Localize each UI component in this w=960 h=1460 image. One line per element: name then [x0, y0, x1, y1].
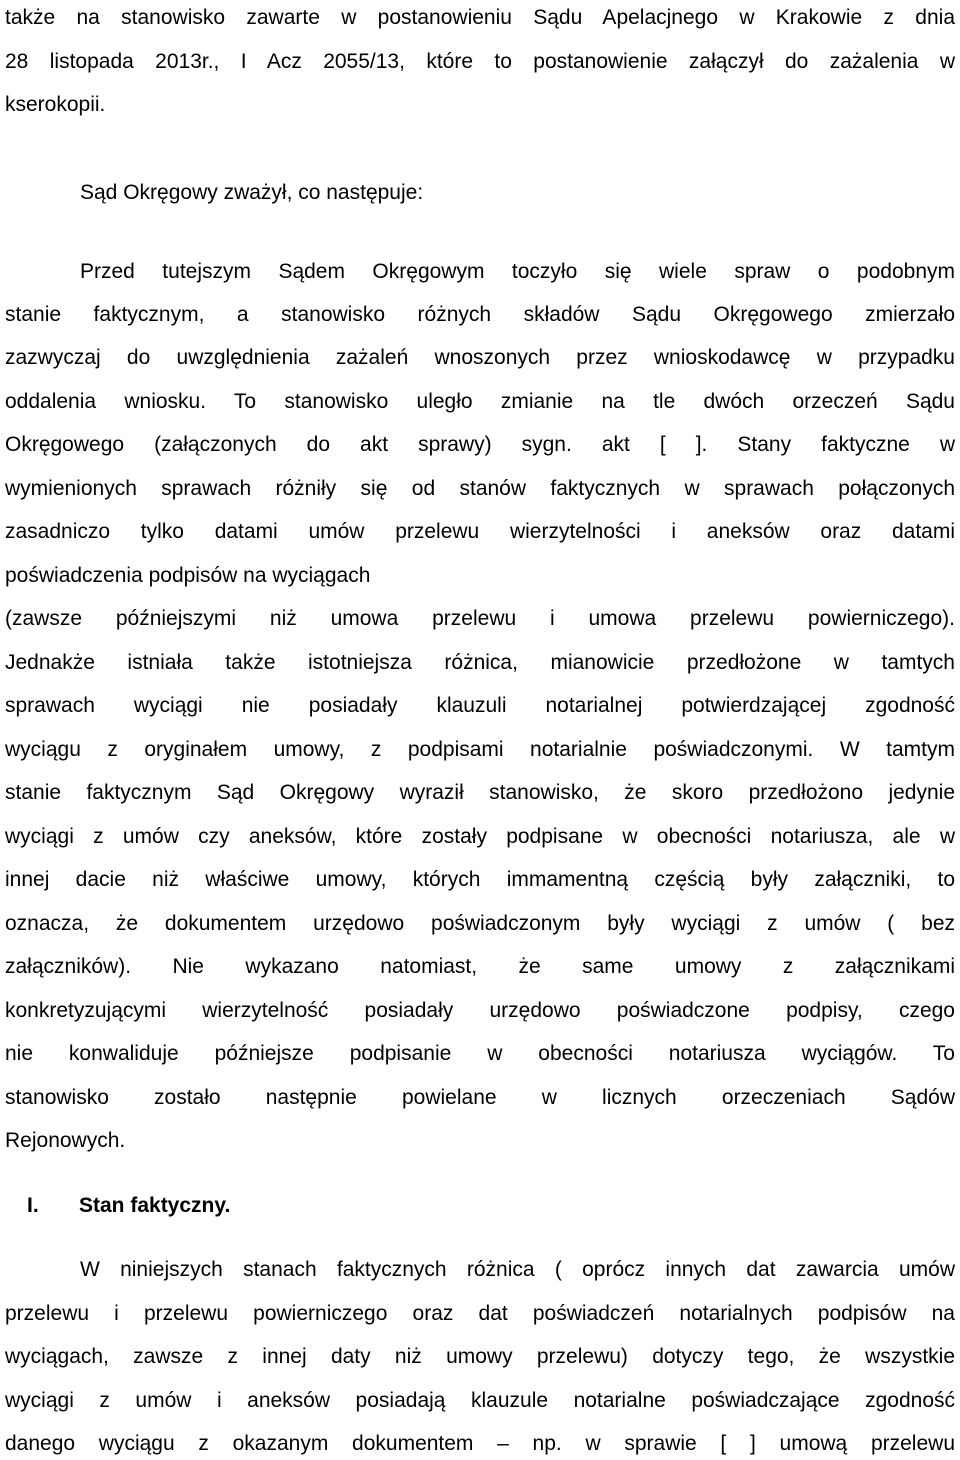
body-line: poświadczenia podpisów na wyciągach: [5, 564, 371, 587]
body-line: kserokopii.: [5, 93, 106, 116]
body-line: Okręgowego (załączonych do akt sprawy) sygn. akt [ ]. Stany faktyczne w: [5, 433, 955, 456]
body-line: Jednakże istniała także istotniejsza różnica, mianowicie przedłożone w tamtych: [5, 651, 955, 674]
body-line: zazwyczaj do uwzględnienia zażaleń wnoszonych przez wnioskodawcę w przypadku: [5, 346, 955, 369]
body-line: sprawach wyciągi nie posiadały klauzuli notarialnej potwierdzającej zgodność: [5, 694, 955, 717]
body-line: wyciągi z umów czy aneksów, które zostały podpisane w obecności notariusza, ale w: [5, 825, 955, 848]
body-line: (zawsze późniejszymi niż umowa przelewu i umowa przelewu powierniczego).: [5, 607, 955, 630]
body-line: oznacza, że dokumentem urzędowo poświadczonym były wyciągi z umów ( bez: [5, 912, 955, 935]
body-line: danego wyciągu z okazanym dokumentem – np. w sprawie [ ] umową przelewu: [5, 1432, 955, 1455]
body-line: stanowisko zostało następnie powielane w licznych orzeczeniach Sądów: [5, 1086, 955, 1109]
body-line: Rejonowych.: [5, 1129, 126, 1152]
body-line: nie konwaliduje późniejsze podpisanie w obecności notariusza wyciągów. To: [5, 1042, 955, 1065]
body-line: także na stanowisko zawarte w postanowieniu Sądu Apelacjnego w Krakowie z dnia: [5, 6, 955, 29]
body-line: oddalenia wniosku. To stanowisko uległo zmianie na tle dwóch orzeczeń Sądu: [5, 390, 955, 413]
body-line: W niniejszych stanach faktycznych różnica ( oprócz innych dat zawarcia umów: [80, 1258, 955, 1281]
body-line: stanie faktycznym, a stanowisko różnych składów Sądu Okręgowego zmierzało: [5, 303, 955, 326]
body-line: Przed tutejszym Sądem Okręgowym toczyło się wiele spraw o podobnym: [80, 260, 955, 283]
body-line: wymienionych sprawach różniły się od stanów faktycznych w sprawach połączonych: [5, 477, 955, 500]
body-line: załączników). Nie wykazano natomiast, że same umowy z załącznikami: [5, 955, 955, 978]
body-line: przelewu i przelewu powierniczego oraz dat poświadczeń notarialnych podpisów na: [5, 1302, 955, 1325]
body-line: konkretyzującymi wierzytelność posiadały urzędowo poświadczone podpisy, czego: [5, 999, 955, 1022]
section-title: Stan faktyczny.: [79, 1194, 231, 1217]
paragraph-heading: Sąd Okręgowy zważył, co następuje:: [80, 181, 424, 204]
body-line: wyciągach, zawsze z innej daty niż umowy przelewu) dotyczy tego, że wszystkie: [5, 1345, 955, 1368]
section-number: I.: [27, 1194, 39, 1217]
body-line: wyciągu z oryginałem umowy, z podpisami notarialnie poświadczonymi. W tamtym: [5, 738, 955, 761]
body-line: 28 listopada 2013r., I Acz 2055/13, które to postanowienie załączył do zażalenia w: [5, 50, 955, 73]
body-line: wyciągi z umów i aneksów posiadają klauzule notarialne poświadczające zgodność: [5, 1389, 955, 1412]
body-line: stanie faktycznym Sąd Okręgowy wyraził stanowisko, że skoro przedłożono jedynie: [5, 781, 955, 804]
body-line: zasadniczo tylko datami umów przelewu wierzytelności i aneksów oraz datami: [5, 520, 955, 543]
body-line: innej dacie niż właściwe umowy, których immamentną częścią były załączniki, to: [5, 868, 955, 891]
